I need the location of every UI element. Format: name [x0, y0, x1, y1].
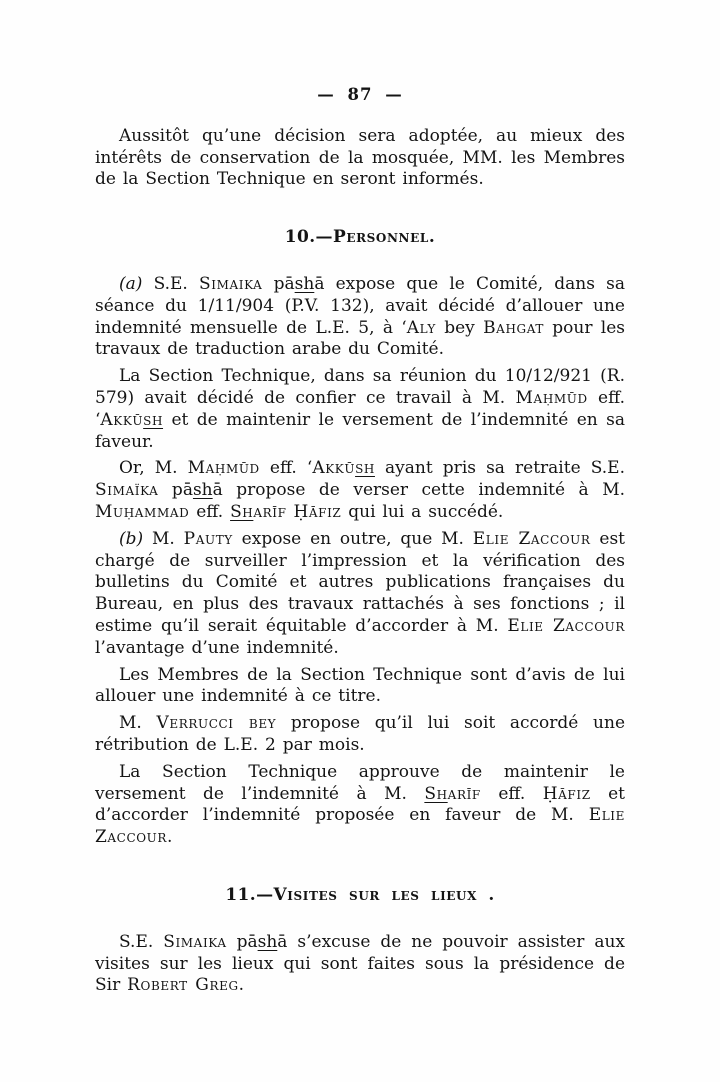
text-run: Elie Zaccour: [95, 805, 625, 848]
text-run: pā: [262, 273, 295, 294]
page-number: — 87 —: [317, 85, 403, 104]
text-run: .: [167, 827, 173, 848]
text-run: Elie Zaccour: [472, 528, 591, 549]
text-run: Ḥāfiz: [293, 501, 342, 522]
text-run: Aly: [406, 317, 436, 338]
text-run: Visites sur les lieux: [273, 884, 478, 905]
section-heading-visites: [95, 885, 625, 907]
text-run: Bahgat: [483, 317, 544, 338]
text-run: ā expose que le Comité, dans sa séance du 1/11/904 (P.V. 132), avait décidé d’allouer une indemnité mensuelle de L.E. 5, à ‘: [95, 273, 625, 338]
text-run: l’avantage d’une indemnité.: [95, 637, 339, 658]
text-run: ā propose de verser cette indemnité à M.: [212, 480, 625, 501]
text-run: expose en outre, que M.: [232, 528, 473, 549]
text-run: M.: [143, 528, 184, 549]
paragraph-b-pauty: [95, 529, 625, 660]
text-run: sh: [257, 931, 278, 952]
text-run: Personnel: [332, 227, 429, 248]
text-run: Maḥmūd: [187, 458, 260, 479]
text-run: arīf: [253, 501, 287, 522]
text-run: sh: [294, 273, 315, 294]
text-run: (b): [119, 528, 144, 549]
text-run: sh: [143, 409, 164, 430]
paragraph-section-reunion: [95, 366, 625, 453]
paragraph-excuse: [95, 932, 625, 997]
text-run: Sh: [424, 783, 448, 804]
text-run: est chargé de surveiller l’impression et la vérification des bulletins du Comité et autres publications françaises du Bureau, en plus des travaux rattachés à ses fonctions ; il estime qu’il serait équitable d’accorder à M.: [95, 528, 626, 636]
text-run: eff.: [189, 501, 231, 522]
text-run: 11.—: [225, 884, 274, 905]
text-run: ā s’excuse de ne pouvoir assister aux visites sur les lieux qui sont faites sous la présidence de Sir: [95, 931, 625, 996]
text-run: Akkū: [312, 458, 356, 479]
text-run: pā: [226, 931, 258, 952]
text-run: eff.: [480, 783, 543, 804]
text-run: Robert Greg: [127, 975, 239, 996]
text-run: bey: [435, 317, 484, 338]
text-run: eff. ‘: [259, 458, 313, 479]
text-run: Sh: [230, 501, 254, 522]
text-run: Simaïka: [95, 480, 159, 501]
text-run: et d’accorder l’indemnité proposée en faveur de M.: [95, 783, 626, 826]
text-run: Or, M.: [119, 458, 188, 479]
paragraph-approuve: [95, 762, 625, 849]
text-run: et de maintenir le versement de l’indemnité en sa faveur.: [95, 409, 625, 452]
text-run: .: [428, 227, 436, 248]
text-run: Pauty: [183, 528, 233, 549]
text-run: Verrucci bey: [156, 713, 277, 734]
paragraph-membres-avis: [95, 665, 625, 709]
text-run: Akkū: [100, 409, 144, 430]
text-run: sh: [192, 480, 213, 501]
text-run: ayant pris sa retraite S.E.: [374, 458, 625, 479]
text-run: 10.—: [284, 227, 333, 248]
text-run: .: [238, 975, 245, 996]
text-run: Simaika: [199, 273, 263, 294]
paragraph-verrucci: [95, 713, 625, 757]
text-run: .: [477, 884, 495, 905]
text-run: eff. ‘: [95, 387, 625, 430]
text-run: (a): [119, 273, 143, 294]
text-run: M.: [119, 713, 157, 734]
text-run: La Section Technique, dans sa réunion du 10/12/921 (R. 579) avait décidé de confier ce travail à M.: [95, 366, 625, 408]
text-run: arīf: [447, 783, 481, 804]
text-run: qui lui a succédé.: [341, 501, 504, 522]
text-run: Les Membres de la Section Technique sont d’avis de lui allouer une indemnité à ce titre.: [95, 664, 625, 707]
text-run: S.E.: [142, 273, 199, 294]
text-run: Ḥāfiz: [542, 783, 591, 804]
paragraph-a-simaika: [95, 274, 625, 361]
text-run: propose qu’il lui soit accordé une rétribution de L.E. 2 par mois.: [95, 713, 625, 755]
text-run: La Section Technique approuve de maintenir le versement de l’indemnité à M.: [95, 761, 625, 804]
text-run: Maḥmūd: [515, 387, 588, 408]
text-run: S.E.: [119, 931, 164, 952]
document-body: [95, 126, 625, 997]
text-run: Simaika: [163, 931, 227, 952]
text-run: Aussitôt qu’une décision sera adoptée, au mieux des intérêts de conservation de la mosquée, MM. les Membres de la Section Technique en seront informés.: [95, 125, 625, 190]
text-run: Elie Zaccour: [507, 615, 626, 636]
text-run: sh: [355, 458, 375, 479]
paragraph-intro: [95, 126, 625, 191]
text-run: pour les travaux de traduction arabe du Comité.: [95, 317, 625, 360]
section-heading-personnel: [95, 227, 625, 249]
paragraph-retraite: [95, 458, 625, 523]
text-run: Muḥammad: [95, 501, 190, 522]
text-run: pā: [158, 480, 193, 501]
